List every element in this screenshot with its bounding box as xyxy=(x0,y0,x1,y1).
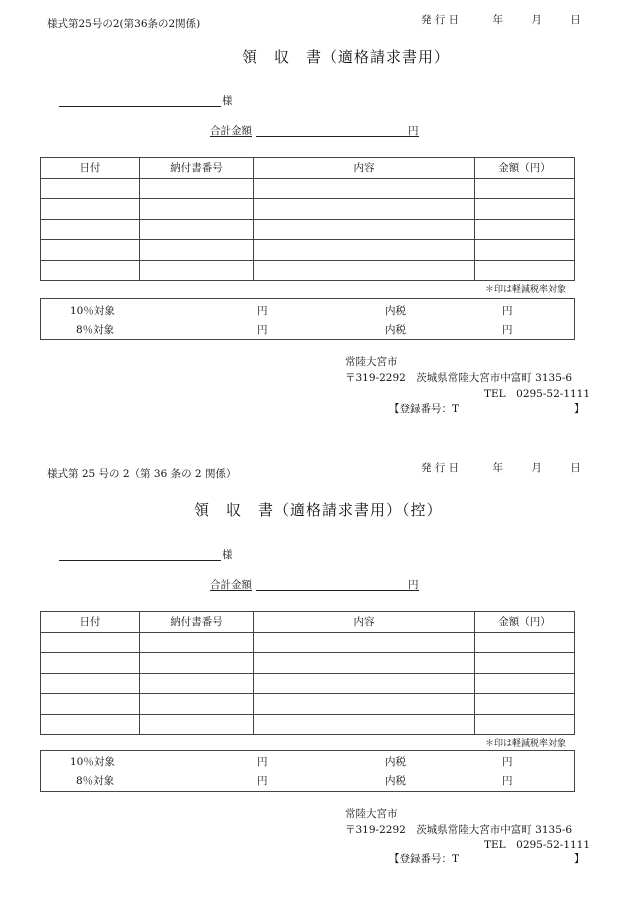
total-amount-line xyxy=(256,577,408,591)
issuer-tel: TEL 0295-52-1111 xyxy=(484,839,591,851)
header-amount: 金額（円） xyxy=(475,612,575,633)
total-amount-label: 合計金額 xyxy=(210,125,252,137)
table-cell xyxy=(41,178,140,199)
table-row xyxy=(41,694,575,715)
table-cell xyxy=(41,260,140,281)
header-payment-slip-number: 納付書番号 xyxy=(140,158,254,179)
table-cell xyxy=(475,632,575,653)
header-content: 内容 xyxy=(254,158,475,179)
tax-summary-box xyxy=(40,298,575,340)
table-row xyxy=(41,199,575,220)
reduced-rate-note: ＊印は軽減税率対象 xyxy=(485,739,567,749)
table-cell xyxy=(140,199,254,220)
inner-tax-yen: 円 xyxy=(502,775,513,787)
inner-tax-yen: 円 xyxy=(502,305,513,317)
table-cell xyxy=(140,673,254,694)
table-row xyxy=(41,632,575,653)
tax-yen: 円 xyxy=(257,324,268,336)
year-label: 年 xyxy=(492,14,504,26)
table-cell xyxy=(140,240,254,261)
tax-rate-label: 8％対象 xyxy=(76,775,115,787)
issue-date xyxy=(421,460,581,475)
tax-yen: 円 xyxy=(257,756,268,768)
total-amount-yen: 円 xyxy=(408,579,419,591)
day-label: 日 xyxy=(570,14,581,26)
table-cell xyxy=(254,632,475,653)
issue-date-label: 発 行 日 xyxy=(421,462,460,474)
table-cell xyxy=(41,694,140,715)
total-amount-line xyxy=(256,123,408,137)
table-row xyxy=(41,178,575,199)
total-amount-label: 合計金額 xyxy=(210,579,252,591)
registration-number-close: 】 xyxy=(574,853,585,865)
issuer-tel: TEL 0295-52-1111 xyxy=(484,388,591,400)
reduced-rate-note: ＊印は軽減税率対象 xyxy=(485,285,567,295)
header-content: 内容 xyxy=(254,612,475,633)
items-table-header xyxy=(41,612,575,633)
table-cell xyxy=(475,219,575,240)
issuer-address: 〒319-2292 茨城県常陸大宮市中富町 3135-6 xyxy=(345,824,573,836)
table-cell xyxy=(140,653,254,674)
table-cell xyxy=(475,694,575,715)
table-cell xyxy=(475,260,575,281)
header-payment-slip-number: 納付書番号 xyxy=(140,612,254,633)
month-label: 月 xyxy=(531,14,542,26)
table-row xyxy=(41,240,575,261)
table-cell xyxy=(41,219,140,240)
table-row xyxy=(41,219,575,240)
inner-tax-label: 内税 xyxy=(385,324,406,336)
header-amount: 金額（円） xyxy=(475,158,575,179)
table-cell xyxy=(475,714,575,735)
table-cell xyxy=(41,632,140,653)
table-cell xyxy=(41,240,140,261)
table-cell xyxy=(140,219,254,240)
tax-rate-label: 10％対象 xyxy=(70,756,115,768)
day-label: 日 xyxy=(570,462,581,474)
table-cell xyxy=(475,178,575,199)
inner-tax-yen: 円 xyxy=(502,756,513,768)
registration-number-label: 【登録番号：T xyxy=(389,403,460,415)
inner-tax-label: 内税 xyxy=(385,775,406,787)
items-table-header xyxy=(41,158,575,179)
table-cell xyxy=(475,240,575,261)
table-cell xyxy=(140,714,254,735)
year-label: 年 xyxy=(492,462,504,474)
inner-tax-label: 内税 xyxy=(385,756,406,768)
table-row xyxy=(41,260,575,281)
table-row xyxy=(41,673,575,694)
addressee-line xyxy=(59,93,221,107)
table-row xyxy=(41,653,575,674)
header-date: 日付 xyxy=(41,612,140,633)
table-cell xyxy=(254,653,475,674)
items-table xyxy=(40,157,575,281)
table-cell xyxy=(254,178,475,199)
issuer-name: 常陸大宮市 xyxy=(345,356,398,368)
receipt-copy-title: 領 収 書（適格請求書用）（控） xyxy=(194,501,443,519)
table-cell xyxy=(41,714,140,735)
table-cell xyxy=(475,673,575,694)
total-amount-yen: 円 xyxy=(408,125,419,137)
receipt-section xyxy=(0,0,630,451)
addressee-line xyxy=(59,547,221,561)
table-cell xyxy=(254,694,475,715)
table-row xyxy=(41,714,575,735)
tax-rate-label: 8％対象 xyxy=(76,324,115,336)
table-cell xyxy=(140,178,254,199)
registration-number-close: 】 xyxy=(574,403,585,415)
form-number: 様式第25号の2(第36条の2関係) xyxy=(47,18,201,30)
tax-rate-label: 10％対象 xyxy=(70,305,115,317)
table-cell xyxy=(475,653,575,674)
form-number: 様式第 25 号の 2（第 36 条の 2 関係） xyxy=(47,468,237,480)
table-cell xyxy=(475,199,575,220)
tax-summary-box xyxy=(40,750,575,792)
table-cell xyxy=(41,653,140,674)
table-cell xyxy=(140,694,254,715)
receipt-copy-section xyxy=(0,451,630,902)
tax-yen: 円 xyxy=(257,305,268,317)
table-cell xyxy=(254,260,475,281)
table-cell xyxy=(254,219,475,240)
inner-tax-label: 内税 xyxy=(385,305,406,317)
addressee-suffix: 様 xyxy=(222,549,233,561)
table-cell xyxy=(254,199,475,220)
issue-date-label: 発 行 日 xyxy=(421,14,460,26)
registration-number-label: 【登録番号：T xyxy=(389,853,460,865)
issue-date xyxy=(421,12,581,27)
addressee-suffix: 様 xyxy=(222,95,233,107)
table-cell xyxy=(254,240,475,261)
receipt-title: 領 収 書（適格請求書用） xyxy=(242,48,451,66)
table-cell xyxy=(254,673,475,694)
header-date: 日付 xyxy=(41,158,140,179)
table-cell xyxy=(254,714,475,735)
table-cell xyxy=(41,673,140,694)
month-label: 月 xyxy=(531,462,542,474)
issuer-name: 常陸大宮市 xyxy=(345,808,398,820)
table-cell xyxy=(140,632,254,653)
issuer-address: 〒319-2292 茨城県常陸大宮市中富町 3135-6 xyxy=(345,372,573,384)
inner-tax-yen: 円 xyxy=(502,324,513,336)
tax-yen: 円 xyxy=(257,775,268,787)
items-table xyxy=(40,611,575,735)
table-cell xyxy=(140,260,254,281)
table-cell xyxy=(41,199,140,220)
